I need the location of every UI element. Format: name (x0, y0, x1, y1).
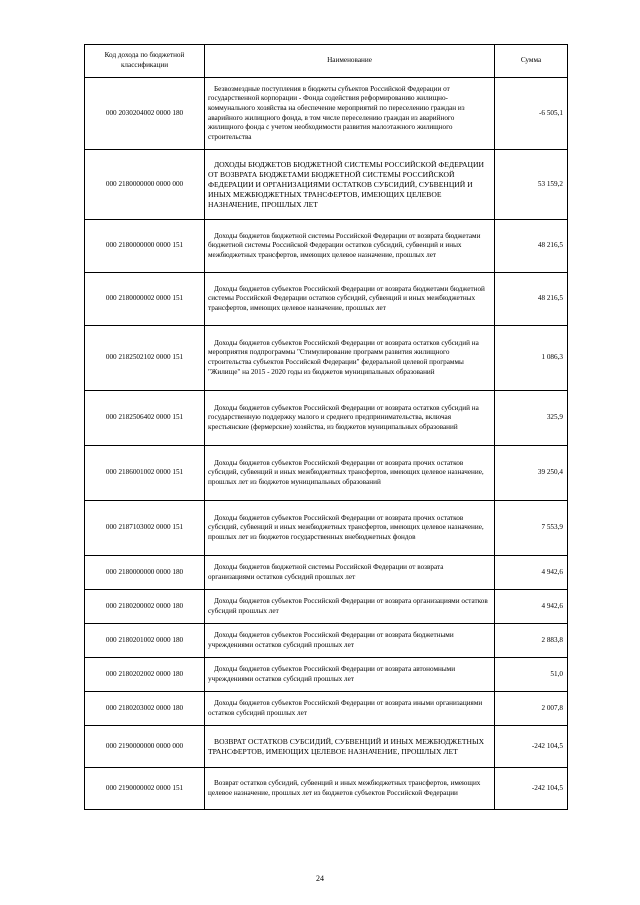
table-row (85, 692, 568, 726)
revenue-table (84, 44, 568, 810)
table-row (85, 446, 568, 501)
row-sum: -242 104,5 (495, 726, 568, 768)
table-row (85, 501, 568, 556)
row-name: Доходы бюджетов субъектов Российской Федерации от возврата бюджетами бюджетной системы Российской Федерации остатков субсидий, субвенций и иных межбюджетных трансфертов, имеющих целевое назначение, прошлых лет (205, 273, 495, 326)
row-name: Доходы бюджетов субъектов Российской Федерации от возврата бюджетными учреждениями остатков субсидий прошлых лет (205, 624, 495, 658)
row-code: 000 2180203002 0000 180 (85, 692, 205, 726)
row-sum: 4 942,6 (495, 590, 568, 624)
row-name: Доходы бюджетов субъектов Российской Федерации от возврата иными организациями остатков субсидий прошлых лет (205, 692, 495, 726)
row-name: Доходы бюджетов субъектов Российской Федерации от возврата организациями остатков субсидий прошлых лет (205, 590, 495, 624)
row-sum: 2 883,8 (495, 624, 568, 658)
row-sum: 39 250,4 (495, 446, 568, 501)
row-sum: 48 216,5 (495, 273, 568, 326)
table-row (85, 726, 568, 768)
row-name: Доходы бюджетов субъектов Российской Федерации от возврата остатков субсидий на мероприятия подпрограммы "Стимулирование программ развития жилищного строительства субъектов Российской Федерации" федеральной целевой программы "Жилище" на 2015 - 2020 годы из бюджетов муниципальных образований (205, 326, 495, 391)
table-row (85, 220, 568, 273)
row-name: Доходы бюджетов субъектов Российской Федерации от возврата автономными учреждениями остатков субсидий прошлых лет (205, 658, 495, 692)
row-name: Возврат остатков субсидий, субвенций и иных межбюджетных трансфертов, имеющих целевое назначение, прошлых лет из бюджетов субъектов Российской Федерации (205, 768, 495, 810)
row-name: ВОЗВРАТ ОСТАТКОВ СУБСИДИЙ, СУБВЕНЦИЙ И ИНЫХ МЕЖБЮДЖЕТНЫХ ТРАНСФЕРТОВ, ИМЕЮЩИХ ЦЕЛЕВОЕ НАЗНАЧЕНИЕ, ПРОШЛЫХ ЛЕТ (205, 726, 495, 768)
row-name: ДОХОДЫ БЮДЖЕТОВ БЮДЖЕТНОЙ СИСТЕМЫ РОССИЙСКОЙ ФЕДЕРАЦИИ ОТ ВОЗВРАТА БЮДЖЕТАМИ БЮДЖЕТНОЙ СИСТЕМЫ РОССИЙСКОЙ ФЕДЕРАЦИИ И ОРГАНИЗАЦИЯМИ ОСТАТКОВ СУБСИДИЙ, СУБВЕНЦИЙ И ИНЫХ МЕЖБЮДЖЕТНЫХ ТРАНСФЕРТОВ, ИМЕЮЩИХ ЦЕЛЕВОЕ НАЗНАЧЕНИЕ, ПРОШЛЫХ ЛЕТ (205, 150, 495, 220)
row-code: 000 2190000002 0000 151 (85, 768, 205, 810)
row-name: Доходы бюджетов субъектов Российской Федерации от возврата прочих остатков субсидий, субвенций и иных межбюджетных трансфертов, имеющих целевое назначение, прошлых лет из бюджетов муниципальных образований (205, 446, 495, 501)
row-name: Доходы бюджетов бюджетной системы Российской Федерации от возврата бюджетами бюджетной системы Российской Федерации остатков субсидий, субвенций и иных межбюджетных трансфертов, имеющих целевое назначение, прошлых лет (205, 220, 495, 273)
row-name: Доходы бюджетов субъектов Российской Федерации от возврата прочих остатков субсидий, субвенций и иных межбюджетных трансфертов, имеющих целевое назначение, прошлых лет из бюджетов государственных внебюджетных фондов (205, 501, 495, 556)
page-number: 24 (316, 874, 324, 883)
row-sum: 51,0 (495, 658, 568, 692)
row-name: Доходы бюджетов бюджетной системы Российской Федерации от возврата организациями остатков субсидий прошлых лет (205, 556, 495, 590)
row-code: 000 2180200002 0000 180 (85, 590, 205, 624)
table-row (85, 78, 568, 150)
table-row (85, 624, 568, 658)
row-code: 000 2190000000 0000 000 (85, 726, 205, 768)
header-name: Наименование (205, 45, 495, 78)
table-row (85, 273, 568, 326)
row-code: 000 2186001002 0000 151 (85, 446, 205, 501)
row-sum: -242 104,5 (495, 768, 568, 810)
table-row (85, 768, 568, 810)
table-row (85, 326, 568, 391)
header-sum: Сумма (495, 45, 568, 78)
table-row (85, 590, 568, 624)
table-row (85, 658, 568, 692)
table-row (85, 556, 568, 590)
row-code: 000 2180201002 0000 180 (85, 624, 205, 658)
row-code: 000 2180000000 0000 000 (85, 150, 205, 220)
row-sum: -6 505,1 (495, 78, 568, 150)
row-sum: 4 942,6 (495, 556, 568, 590)
row-sum: 7 553,9 (495, 501, 568, 556)
row-sum: 53 159,2 (495, 150, 568, 220)
row-name: Доходы бюджетов субъектов Российской Федерации от возврата остатков субсидий на государственную поддержку малого и среднего предпринимательства, включая крестьянские (фермерские) хозяйства, из бюджетов муниципальных образований (205, 391, 495, 446)
header-code: Код дохода по бюджетной классификации (85, 45, 205, 78)
row-code: 000 2187103002 0000 151 (85, 501, 205, 556)
table-row (85, 391, 568, 446)
row-sum: 325,9 (495, 391, 568, 446)
table-row (85, 150, 568, 220)
row-code: 000 2180000002 0000 151 (85, 273, 205, 326)
row-code: 000 2180000000 0000 151 (85, 220, 205, 273)
row-code: 000 2180202002 0000 180 (85, 658, 205, 692)
row-sum: 1 086,3 (495, 326, 568, 391)
row-sum: 2 007,8 (495, 692, 568, 726)
row-sum: 48 216,5 (495, 220, 568, 273)
row-code: 000 2182502102 0000 151 (85, 326, 205, 391)
row-code: 000 2180000000 0000 180 (85, 556, 205, 590)
table-header-row (85, 45, 568, 78)
row-name: Безвозмездные поступления в бюджеты субъектов Российской Федерации от государственной корпорации - Фонда содействия реформированию жилищно-коммунального хозяйства на обеспечение мероприятий по переселению граждан из аварийного жилищного фонда, в том числе переселению граждан из аварийного жилищного фонда с учетом необходимости развития малоэтажного жилищного строительства (205, 78, 495, 150)
row-code: 000 2182506402 0000 151 (85, 391, 205, 446)
row-code: 000 2030204002 0000 180 (85, 78, 205, 150)
